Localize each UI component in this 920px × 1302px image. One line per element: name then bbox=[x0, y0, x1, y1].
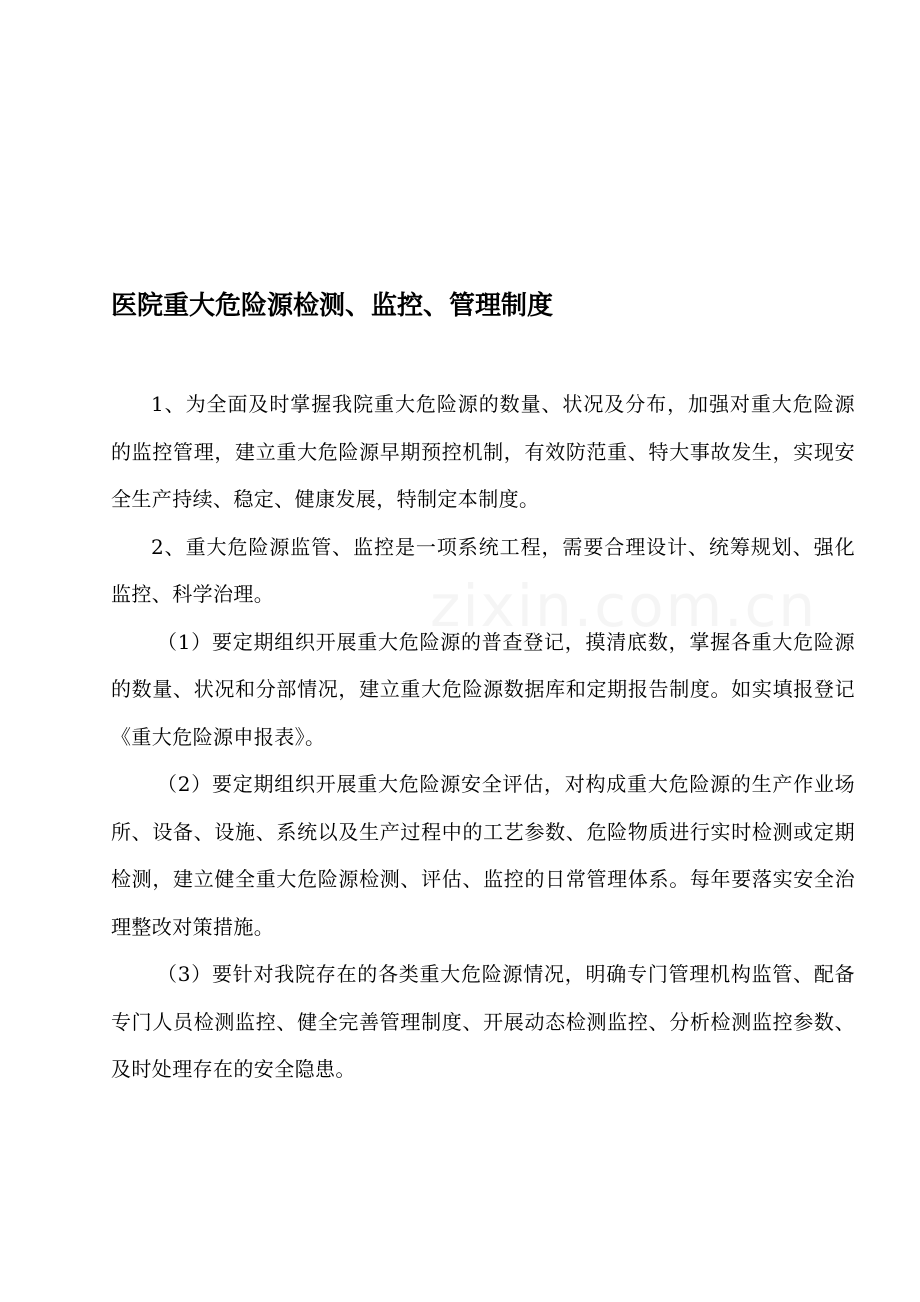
paragraph-2: 2、重大危险源监管、监控是一项系统工程，需要合理设计、统筹规划、强化监控、科学治理。 bbox=[111, 534, 855, 606]
document-title: 医院重大危险源检测、监控、管理制度 bbox=[111, 291, 554, 321]
paragraph-1: 1、为全面及时掌握我院重大危险源的数量、状况及分布，加强对重大危险源的监控管理，建立重大危险源早期预控机制，有效防范重、特大事故发生，实现安全生产持续、稳定、健康发展，特制定本制度。 bbox=[111, 392, 855, 511]
paragraph-2-item-3: （3）要针对我院存在的各类重大危险源情况，明确专门管理机构监管、配备专门人员检测监控、健全完善管理制度、开展动态检测监控、分析检测监控参数、及时处理存在的安全隐患。 bbox=[111, 962, 855, 1081]
document-body bbox=[111, 381, 855, 1094]
paragraph-2-item-2: （2）要定期组织开展重大危险源安全评估，对构成重大危险源的生产作业场所、设备、设施、系统以及生产过程中的工艺参数、危险物质进行实时检测或定期检测，建立健全重大危险源检测、评估、监控的日常管理体系。每年要落实安全治理整改对策措施。 bbox=[111, 772, 855, 939]
paragraph-2-item-1: （1）要定期组织开展重大危险源的普查登记，摸清底数，掌握各重大危险源的数量、状况和分部情况，建立重大危险源数据库和定期报告制度。如实填报登记《重大危险源申报表》。 bbox=[111, 629, 855, 749]
watermark: zixin.com.cn bbox=[430, 572, 818, 640]
